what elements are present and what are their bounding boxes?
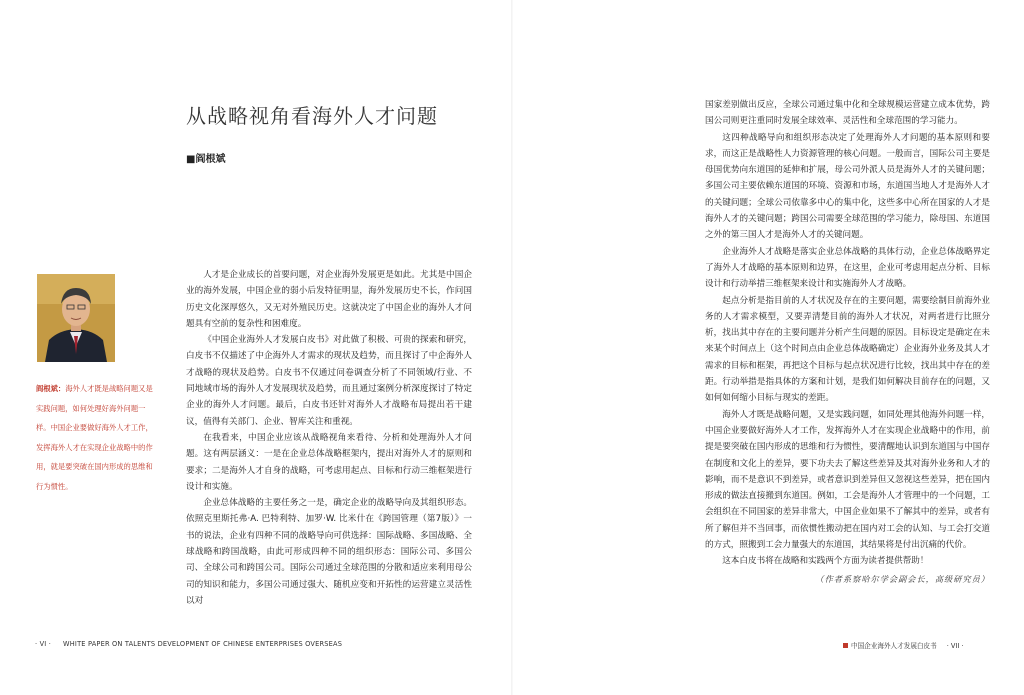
caption-text: 海外人才既是战略问题又是实践问题，如何处理好海外问题一样。中国企业要做好海外人才工作，发挥海外人才在实现企业战略中的作用，就是要突破在国内形成的思维和行为惯性。: [36, 384, 153, 491]
body-paragraph: 企业总体战略的主要任务之一是，确定企业的战略导向及其组织形态。依照克里斯托弗·A. 巴特利特、加罗·W. 比米什在《跨国管理（第7版）》一书的说法，企业有四种不同的战略导向可供选择：国际战略、多国战略、全球战略和跨国战略，由此可形成四种不同的组织形态：国际公司、多国公司、全球公司和跨国公司。国际公司通过全球范围的分散和适应来利用母公司的知识和能力，多国公司通过强大、随机应变和开拓性的运营建立灵活性以对: [186, 498, 472, 606]
body-paragraph: 人才是企业成长的首要问题，对企业海外发展更是如此。尤其是中国企业的海外发展，中国企业的弱小后发特征明显，海外发展历史不长，作问国历史文化深厚悠久，又无对外殖民历史。这就决定了中国企业的海外人才问题具有空前的复杂性和困难度。: [186, 270, 472, 329]
caption-author-name: 阎根斌：: [36, 384, 66, 393]
right-page-number: · VII ·: [946, 642, 964, 650]
body-paragraph: 起点分析是指目前的人才状况及存在的主要问题，需要绘制目前海外业务的人才需求模型，又要弄清楚目前的海外人才状况，对两者进行比照分析，找出其中存在的主要问题并分析产生问题的原因。目标设定是确定在未来某个时间点上（这个时间点由企业总体战略确定）企业海外业务及其人才需求的目标和框架，再把这个目标与起点状况进行比较，找出其中存在的差距。行动举措是指具体的方案和计划，是我们如何解决目前存在的问题，又如何如何缩小目标与现实的差距。: [705, 295, 990, 404]
author-portrait-icon: [37, 274, 115, 362]
author-portrait-photo: [37, 274, 115, 362]
body-paragraph: 在我看来，中国企业应该从战略视角来看待、分析和处理海外人才问题。这有两层涵义：一是在企业总体战略框架内，提出对海外人才的原则和要求；二是海外人才自身的战略，可考虑用起点、目标和行动三维框架进行设计和实施。: [186, 432, 472, 492]
body-paragraph: 海外人才既是战略问题，又是实践问题，如同处理其他海外问题一样，中国企业要做好海外人才工作，发挥海外人才在实现企业战略中的作用，前提是要突破在国内形成的思维和行为惯性，要清醒地认识到东道国与中国存在制度和文化上的差异，要下功夫去了解这些差异及其对海外业务和人才的影响，而不是意识不到差异，或者意识到差异但又忽视这些差异，把在国内形成的做法直接搬到东道国。例如，工会是海外人才管理中的一个问题，工会组织在不同国家的差异非常大，中国企业如果不了解其中的差异，或者有所了解但并不当回事，而依惯性搬动把在国内对工会的认知、与工会打交道的方式，照搬到工会力量强大的东道国，其结果将是付出沉痛的代价。: [705, 409, 990, 551]
body-paragraph: 企业海外人才战略是落实企业总体战略的具体行动，企业总体战略界定了海外人才战略的基本原则和边界，在这里，企业可考虑用起点分析、目标设计和行动举措三维框架来设计和实施海外人才战略。: [705, 246, 990, 290]
footer-red-marker: [843, 643, 848, 648]
body-paragraph: 这本白皮书将在战略和实践两个方面为读者提供帮助！: [722, 556, 929, 567]
left-body-column: [186, 267, 472, 609]
body-paragraph: 国家差别做出反应，全球公司通过集中化和全球规模运营建立成本优势，跨国公司则更注重同时发展全球效率、灵活性和全球范围的学习能力。: [705, 100, 990, 127]
author-caption: [36, 379, 154, 497]
article-title: 从战略视角看海外人才问题: [186, 104, 438, 128]
body-paragraph: 《中国企业海外人才发展白皮书》对此做了积极、可贵的探索和研究，白皮书不仅描述了中企海外人才需求的现状及趋势，而且探讨了中企海外人才战略的现状及趋势。白皮书不仅通过问卷调查分析了不同领域/行业、不同地域市场的海外人才发展现状及趋势，而且通过案例分析深度探讨了特定企业的海外人才问题。最后，白皮书还针对海外人才战略布局提出若干建议，值得有关部门、企业、智库关注和重视。: [186, 335, 472, 427]
left-page-number: · VI ·: [35, 640, 52, 648]
left-running-title: WHITE PAPER ON TALENTS DEVELOPMENT OF CHINESE ENTERPRISES OVERSEAS: [63, 640, 343, 648]
author-signature: （作者系察哈尔学会副会长，高级研究员）: [815, 573, 990, 584]
body-paragraph: 这四种战略导向和组织形态决定了处理海外人才问题的基本原则和要求，而这正是战略性人力资源管理的核心问题。一般而言，国际公司主要是母国优势向东道国的延伸和扩展，母公司外派人员是海外人才的关键问题；多国公司主要依赖东道国的环境、资源和市场，东道国当地人才是海外人才的关键问题；全球公司依靠多中心的集中化，这些多中心所在国家的人才是海外人才的关键问题；跨国公司需要全球范围的学习能力，除母国、东道国之外的第三国人才是海外人才的关键问题。: [705, 132, 990, 241]
article-author: ■阎根斌: [186, 154, 226, 165]
right-running-title: 中国企业海外人才发展白皮书: [851, 642, 937, 650]
right-body-column: [705, 97, 990, 587]
left-page-footer: [35, 640, 342, 648]
right-page-footer: [843, 640, 964, 650]
